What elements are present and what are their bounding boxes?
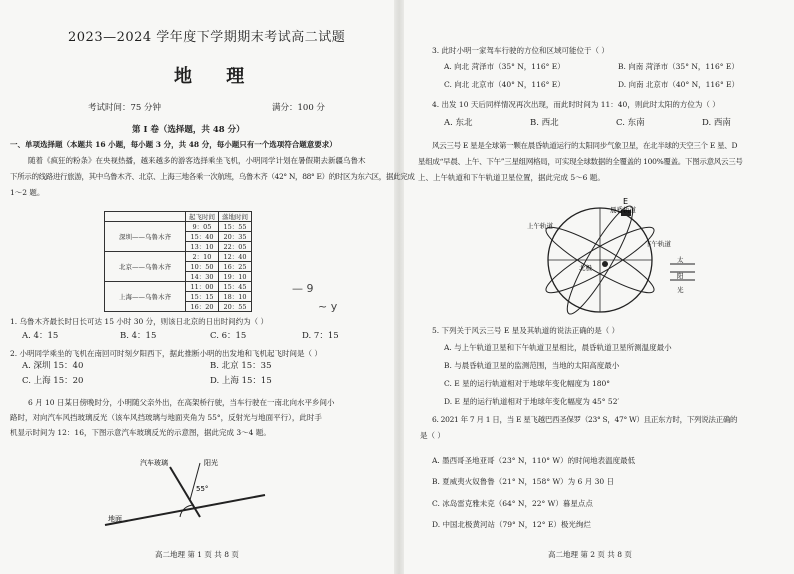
table-cell: 16：20 bbox=[186, 302, 219, 312]
intro-q5-line: 风云三号 E 星是全球第一颗在晨昏轨道运行的太阳同步气象卫星，在北半球的天空三个 E 星、D bbox=[432, 141, 738, 150]
route-label: 深圳——乌鲁木齐 bbox=[105, 222, 186, 252]
ground-line bbox=[105, 495, 265, 525]
table-cell: 20：35 bbox=[219, 232, 252, 242]
q2-option-a: A. 深圳 15：40 bbox=[22, 361, 84, 371]
q2-option-c: C. 上海 15：20 bbox=[22, 376, 84, 386]
exam-title: 2023—2024 学年度下学期期末考试高二试题 bbox=[68, 30, 346, 45]
table-cell: 15：55 bbox=[219, 222, 252, 232]
intro-q3-line: 路时，对向汽车风挡玻璃反光（该车风挡玻璃与地面夹角为 55°，反射光与地面平行），此时手 bbox=[10, 413, 322, 422]
part-title: 第 Ⅰ 卷（选择题，共 48 分） bbox=[132, 125, 245, 135]
q2-option-d: D. 上海 15：15 bbox=[210, 376, 272, 386]
q1-option-b: B. 4：15 bbox=[120, 331, 157, 341]
intro-line: 随着《疯狂的粉条》在央视热播，越来越多的游客选择乘坐飞机，小明同学计划在暑假期去新疆乌鲁木 bbox=[28, 156, 366, 165]
left-footer: 高二地理 第 1 页 共 8 页 bbox=[155, 550, 239, 559]
angle-label: 55° bbox=[196, 485, 209, 493]
question-6: 是（ ） bbox=[420, 431, 445, 440]
q1-option-d: D. 7：15 bbox=[302, 331, 339, 341]
q5-option-d: D. E 星的运行轨道相对于地球年变化幅度为 45° 52′ bbox=[444, 397, 620, 406]
intro-q5-line: 星组成“早晨、上午、下午”三星组网格局，可实现全球数据的全覆盖的 100%覆盖。下图示意风云三号 bbox=[418, 157, 743, 166]
q3-option-b: B. 向南 菏泽市（35° N，116° E） bbox=[618, 62, 739, 71]
sunlight-label: 太 bbox=[677, 256, 684, 264]
table-cell: 20：55 bbox=[219, 302, 252, 312]
table-cell: 11：00 bbox=[186, 282, 219, 292]
full-score: 满分：100 分 bbox=[272, 103, 325, 113]
q3-option-c: C. 向北 北京市（40° N，116° E） bbox=[444, 80, 565, 89]
ground-label: 地面 bbox=[108, 515, 122, 523]
morning-orbit-label: 上午轨道 bbox=[527, 222, 553, 230]
q6-option-c: C. 冰岛雷克雅未克（64° N，22° W）暮星点点 bbox=[432, 499, 593, 508]
question-1: 1. 乌鲁木齐最长时日长可达 15 小时 30 分，则该日北京的日出时间约为（ ） bbox=[10, 317, 269, 326]
q6-option-a: A. 墨西哥圣地亚哥（23° N，110° W）的时间地表温度最低 bbox=[432, 456, 636, 465]
q4-option-a: A. 东北 bbox=[444, 118, 473, 128]
table-cell: 18：10 bbox=[219, 292, 252, 302]
q4-option-b: B. 西北 bbox=[530, 118, 559, 128]
route-label: 北京——乌鲁木齐 bbox=[105, 252, 186, 282]
q1-option-c: C. 6：15 bbox=[210, 331, 247, 341]
subject-title: 地 理 bbox=[174, 66, 259, 87]
q5-option-b: B. 与晨昏轨道卫星的监测范围，当地的太阳高度最小 bbox=[444, 361, 620, 370]
q5-option-a: A. 与上午轨道卫星和下午轨道卫星相比，晨昏轨道卫星所测温度最小 bbox=[444, 343, 672, 352]
question-2: 2. 小明同学乘坐的飞机在南回可时刻夕阳西下，据此推断小明的出发地和飞机起飞时间是（ ） bbox=[10, 349, 322, 358]
table-cell: 15：40 bbox=[186, 232, 219, 242]
intro-q3-line: 6 月 10 日某日傍晚时分，小明随父亲外出，在高架桥行驶，当车行驶在一南北向水平乡间小 bbox=[28, 398, 335, 407]
question-4: 4. 出发 10 天后同样情况再次出现，而此时时间为 11：40，则此时太阳的方位为（ ） bbox=[432, 100, 720, 109]
glass-reflection-diagram bbox=[100, 455, 270, 535]
intro-line: 下所示的线路进行旅游，其中乌鲁木齐、北京、上海三地各乘一次航班，乌鲁木齐（42° N，88° E）的时区为东六区，据此完成 bbox=[10, 172, 415, 181]
table-header: 落地时间 bbox=[219, 212, 252, 222]
sun-ray-line bbox=[190, 463, 200, 500]
question-6: 6. 2021 年 7 月 1 日，当 E 星飞越巴西圣保罗（23° S，47° W）且正东方时，下列说法正确的 bbox=[432, 415, 738, 424]
table-corner bbox=[105, 212, 186, 222]
sunlight-label: 阳 bbox=[677, 272, 684, 280]
north-pole-label: 北极 bbox=[579, 264, 592, 272]
right-footer: 高二地理 第 2 页 共 8 页 bbox=[548, 550, 632, 559]
q5-option-c: C. E 星的运行轨道相对于地球年变化幅度为 180° bbox=[444, 379, 611, 388]
intro-q5-line: 上、上午轨道和下午轨道卫星位置，据此完成 5～6 题。 bbox=[418, 173, 605, 182]
e-label: E bbox=[623, 197, 629, 206]
glass-label: 汽车玻璃 bbox=[140, 459, 168, 467]
pencil-scribble: — 9 bbox=[292, 282, 314, 295]
angle-arc bbox=[180, 505, 194, 517]
table-cell: 16：25 bbox=[219, 262, 252, 272]
table-cell: 22：05 bbox=[219, 242, 252, 252]
table-cell: 2：10 bbox=[186, 252, 219, 262]
table-cell: 14：30 bbox=[186, 272, 219, 282]
q3-option-a: A. 向北 菏泽市（35° N，116° E） bbox=[444, 62, 565, 71]
question-3: 3. 此时小明一家驾车行驶的方位和区域可能位于（ ） bbox=[432, 46, 609, 55]
q6-option-d: D. 中国北极黄河站（79° N，12° E）极光绚烂 bbox=[432, 520, 591, 529]
dawn-orbit-label: 晨昏轨道 bbox=[610, 206, 636, 214]
q4-option-c: C. 东南 bbox=[616, 118, 645, 128]
table-cell: 15：15 bbox=[186, 292, 219, 302]
q4-option-d: D. 西南 bbox=[702, 118, 731, 128]
table-header: 起飞时间 bbox=[186, 212, 219, 222]
table-cell: 13：10 bbox=[186, 242, 219, 252]
sunlight-label: 光 bbox=[677, 286, 684, 294]
table-cell: 19：10 bbox=[219, 272, 252, 282]
q6-option-b: B. 夏威夷火奴鲁鲁（21° N，158° W）为 6 月 30 日 bbox=[432, 477, 615, 486]
q2-option-b: B. 北京 15：35 bbox=[210, 361, 272, 371]
table-cell: 15：45 bbox=[219, 282, 252, 292]
table-cell: 12：40 bbox=[219, 252, 252, 262]
pole-dot bbox=[602, 261, 608, 267]
flight-table bbox=[104, 211, 252, 312]
section-title: 一、单项选择题（本题共 16 小题，每小题 3 分，共 48 分，每小题只有一个选项符合题意要求） bbox=[10, 140, 337, 149]
orbit-diagram bbox=[525, 188, 705, 320]
afternoon-orbit-label: 下午轨道 bbox=[645, 240, 671, 248]
route-label: 上海——乌鲁木齐 bbox=[105, 282, 186, 312]
question-5: 5. 下列关于风云三号 E 星及其轨道的说法正确的是（ ） bbox=[432, 326, 620, 335]
table-cell: 10：50 bbox=[186, 262, 219, 272]
intro-line: 1～2 题。 bbox=[10, 188, 45, 197]
intro-q3-line: 机显示时间为 12：16，下图示意汽车玻璃反光的示意图，据此完成 3～4 题。 bbox=[10, 428, 271, 437]
q3-option-d: D. 向南 北京市（40° N，116° E） bbox=[618, 80, 740, 89]
ray-label: 阳光 bbox=[204, 459, 218, 467]
q1-option-a: A. 4：15 bbox=[22, 331, 59, 341]
exam-time: 考试时间：75 分钟 bbox=[88, 103, 162, 113]
table-cell: 9：05 bbox=[186, 222, 219, 232]
page-fold bbox=[394, 0, 404, 574]
pencil-scribble: ~ y bbox=[318, 300, 338, 313]
